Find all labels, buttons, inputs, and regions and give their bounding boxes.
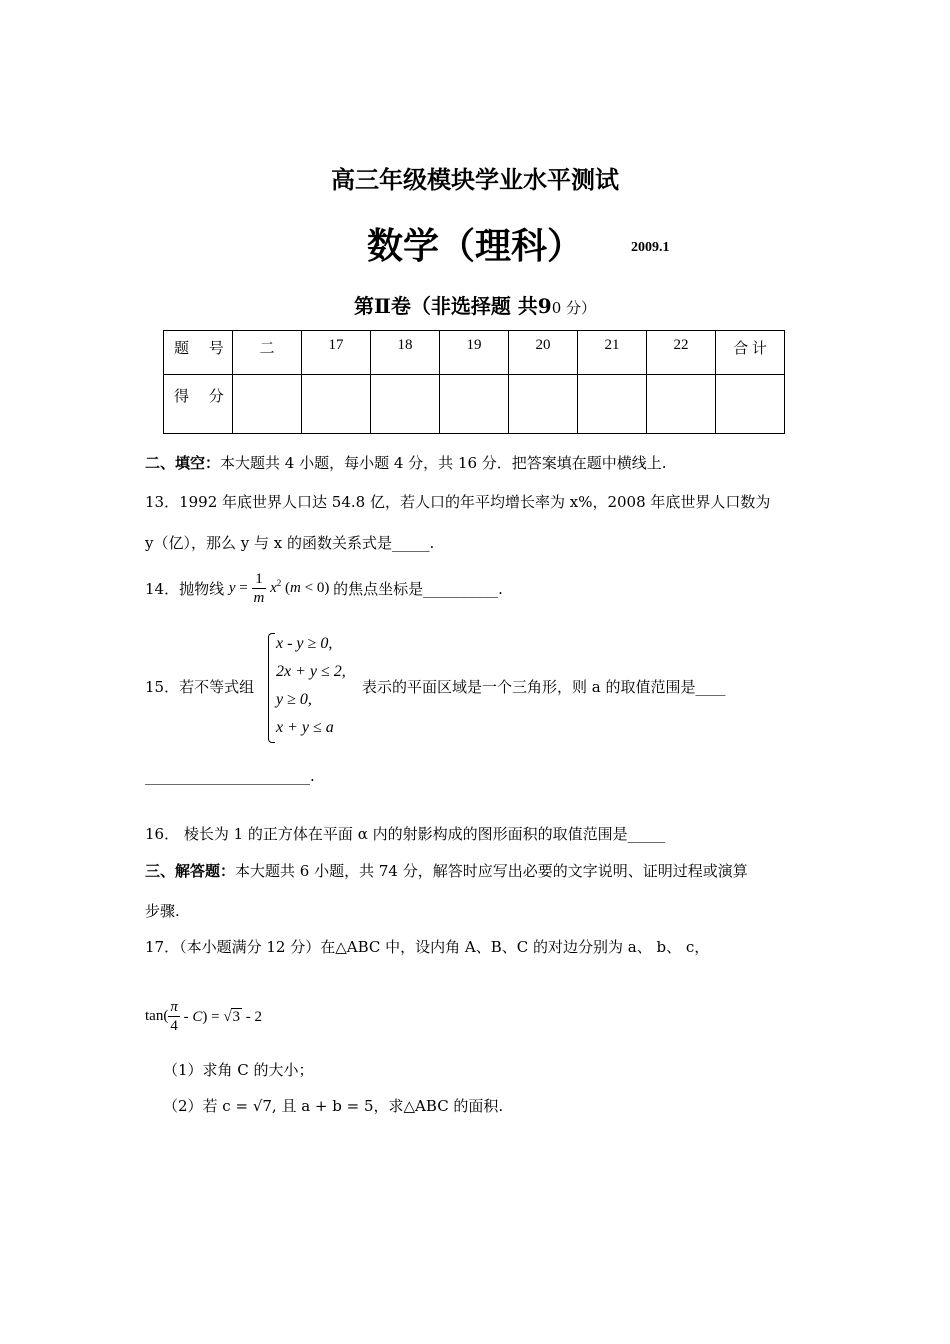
- q17-line1: 17．（本小题满分 12 分）在△ABC 中，设内角 A、B、C 的对边分别为 a、 b、 c，: [145, 938, 710, 956]
- q16: 16． 棱长为 1 的正方体在平面 α 内的射影构成的图形面积的取值范围是_____: [145, 825, 666, 843]
- subject-name: 数学（理科）: [366, 225, 583, 267]
- score-cell-label: 得 分: [164, 375, 233, 434]
- score-cell[interactable]: [716, 375, 785, 434]
- header-cell-label: 题 号: [164, 331, 233, 375]
- q17-part2: （2）若 c = √7, 且 a + b = 5，求△ABC 的面积.: [163, 1097, 504, 1115]
- part-title-main: 第Ⅱ卷（非选择题 共9: [353, 294, 552, 318]
- q14-formula: y = $\frac{1}{m}$ $x^2$ (m < 0): [228, 571, 334, 606]
- header-cell-total: 合 计: [716, 331, 785, 375]
- section2-instruction: 本大题共 4 小题，每小题 4 分，共 16 分．把答案填在题中横线上.: [220, 454, 667, 472]
- header-cell-section2: 二: [233, 331, 302, 375]
- header-cell-22: 22: [647, 331, 716, 375]
- score-cell[interactable]: [647, 375, 716, 434]
- part-title: [0, 290, 950, 319]
- section3-instruction-cont: 步骤.: [145, 902, 180, 920]
- score-cell[interactable]: [302, 375, 371, 434]
- section3-heading: 三、解答题：: [145, 862, 236, 880]
- section3-instruction: 本大题共 6 小题，共 74 分，解答时应写出必要的文字说明、证明过程或演算: [235, 862, 748, 880]
- q15-ineq2: 2x + y ≤ 2,: [276, 663, 346, 680]
- q15-line2: ______________________.: [145, 767, 315, 785]
- q17-part1: （1）求角 C 的大小；: [163, 1061, 314, 1079]
- q14-prefix: 14．抛物线: [145, 580, 225, 598]
- score-cell[interactable]: [371, 375, 440, 434]
- exam-title: 高三年级模块学业水平测试: [331, 165, 619, 194]
- score-cell[interactable]: [509, 375, 578, 434]
- part-title-small: 0 分）: [551, 299, 597, 317]
- header-cell-17: 17: [302, 331, 371, 375]
- q17-fraction: $\frac{\pi}{4}$: [170, 999, 178, 1034]
- section3-heading-line: [145, 860, 748, 881]
- exam-date: 2009.1: [631, 240, 670, 255]
- subject-title: [0, 218, 950, 269]
- score-cell[interactable]: [233, 375, 302, 434]
- header-cell-18: 18: [371, 331, 440, 375]
- q14-suffix: 的焦点坐标是__________.: [333, 580, 503, 598]
- q13-line1: 13．1992 年底世界人口达 54.8 亿，若人口的年平均增长率为 x%，2008 年底世界人口数为: [145, 493, 771, 511]
- q15-ineq3: y ≥ 0,: [276, 691, 312, 708]
- left-brace-icon: [268, 633, 275, 743]
- q14-fraction: $\frac{1}{m}$: [253, 571, 265, 606]
- q13-line2: y（亿），那么 y 与 x 的函数关系式是_____.: [145, 534, 435, 552]
- q15-ineq4: x + y ≤ a: [276, 719, 334, 736]
- score-table: [163, 330, 785, 434]
- score-cell[interactable]: [440, 375, 509, 434]
- header-cell-21: 21: [578, 331, 647, 375]
- q14: [145, 570, 503, 607]
- section2-heading-line: [145, 452, 667, 473]
- q15-ineq1: x - y ≥ 0,: [276, 635, 333, 652]
- score-cell[interactable]: [578, 375, 647, 434]
- score-table-header-row: [164, 331, 785, 375]
- q17-formula: tan( $\frac{\pi}{4}$ - C) = √3 - 2: [145, 999, 263, 1034]
- header-cell-20: 20: [509, 331, 578, 375]
- score-table-score-row: [164, 375, 785, 434]
- header-cell-19: 19: [440, 331, 509, 375]
- q15-prefix: 15．若不等式组: [145, 678, 255, 696]
- section2-heading: 二、填空：: [145, 454, 221, 472]
- q15-suffix: 表示的平面区域是一个三角形，则 a 的取值范围是____: [362, 678, 726, 696]
